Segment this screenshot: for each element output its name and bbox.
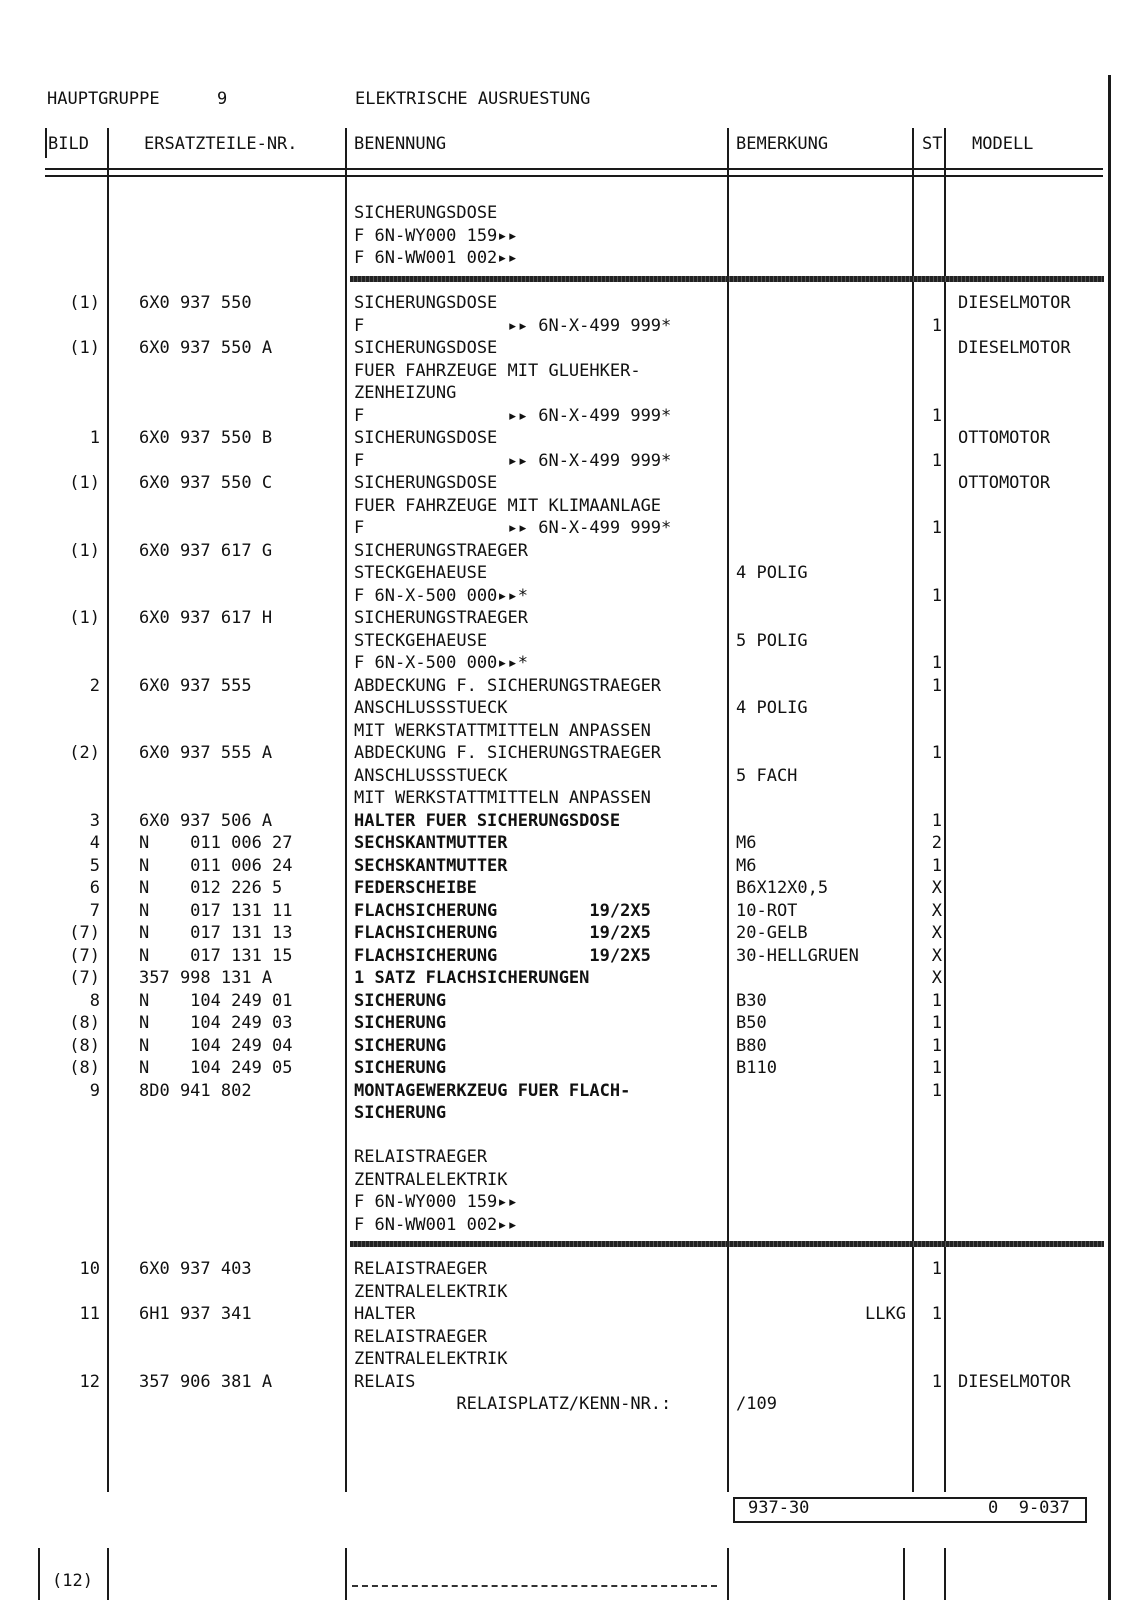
row-qty: 1 xyxy=(931,1058,942,1078)
row-qty: X xyxy=(931,878,942,898)
row-bild: (7) xyxy=(69,968,100,988)
row-part-number: N 104 249 05 xyxy=(139,1058,293,1078)
row-description: ZENTRALELEKTRIK xyxy=(354,1281,508,1302)
row-description: SICHERUNGSDOSE xyxy=(354,428,498,448)
row-description: SICHERUNGSTRAEGER xyxy=(354,608,528,628)
row-description: FLACHSICHERUNG 19/2X5 xyxy=(354,900,651,921)
row-qty: X xyxy=(931,945,942,966)
row-remark: /109 xyxy=(736,1394,777,1414)
row-description: SICHERUNGSTRAEGER xyxy=(354,540,528,561)
row-description: FUER FAHRZEUGE MIT KLIMAANLAGE xyxy=(354,495,662,516)
row-qty: 1 xyxy=(931,1304,942,1324)
row-bild: 4 xyxy=(89,833,100,853)
row-part-number: N 017 131 13 xyxy=(139,923,293,943)
row-description: ANSCHLUSSSTUECK xyxy=(354,765,508,786)
row-description: F ▸▸ 6N-X-499 999* xyxy=(354,450,672,471)
group-title: ELEKTRISCHE AUSRUESTUNG xyxy=(355,89,591,109)
row-qty: 1 xyxy=(931,990,942,1011)
row-model: OTTOMOTOR xyxy=(958,428,1051,448)
row-bild: (8) xyxy=(69,1013,100,1033)
row-part-number: 357 906 381 A xyxy=(139,1371,273,1392)
row-bild: (2) xyxy=(69,743,100,763)
row-qty: 1 xyxy=(931,1259,942,1279)
row-qty: 1 xyxy=(931,1371,942,1392)
row-bild: (1) xyxy=(69,608,100,628)
row-part-number: 6X0 937 555 xyxy=(139,675,252,696)
row-remark: LLKG xyxy=(865,1304,906,1324)
row-qty: 1 xyxy=(931,1080,942,1101)
row-qty: 1 xyxy=(931,810,942,831)
section2-line: ZENTRALELEKTRIK xyxy=(354,1169,508,1190)
row-part-number: N 104 249 01 xyxy=(139,990,293,1011)
row-qty: 1 xyxy=(931,653,942,673)
row-part-number: N 104 249 03 xyxy=(139,1013,293,1033)
row-description: SICHERUNG xyxy=(354,1035,447,1056)
row-qty: X xyxy=(931,923,942,943)
row-description: RELAISTRAEGER xyxy=(354,1259,488,1279)
row-description: ABDECKUNG F. SICHERUNGSTRAEGER xyxy=(354,743,662,763)
row-description: MIT WERKSTATTMITTELN ANPASSEN xyxy=(354,788,651,808)
row-description: FUER FAHRZEUGE MIT GLUEHKER- xyxy=(354,360,641,381)
row-description: STECKGEHAEUSE xyxy=(354,630,488,651)
row-bild: (8) xyxy=(69,1058,100,1078)
row-qty: X xyxy=(931,900,942,921)
section2-line: F 6N-WY000 159▸▸ xyxy=(354,1192,518,1212)
row-description: RELAIS xyxy=(354,1371,416,1392)
row-remark: 4 POLIG xyxy=(736,563,808,583)
row-part-number: 6X0 937 550 C xyxy=(139,473,273,493)
row-description: F ▸▸ 6N-X-499 999* xyxy=(354,315,672,336)
row-bild: (1) xyxy=(69,338,100,358)
section1-line: F 6N-WY000 159▸▸ xyxy=(354,225,518,246)
row-remark: M6 xyxy=(736,833,757,853)
row-model: OTTOMOTOR xyxy=(958,473,1051,493)
row-remark: 4 POLIG xyxy=(736,698,808,718)
row-part-number: 6X0 937 550 A xyxy=(139,338,273,358)
row-description: SICHERUNGSDOSE xyxy=(354,338,498,358)
page-number: 0 9-037 xyxy=(988,1498,1070,1518)
section2-line: RELAISTRAEGER xyxy=(354,1147,488,1167)
row-part-number: 6X0 937 550 B xyxy=(139,428,273,448)
row-qty: 1 xyxy=(931,855,942,876)
row-part-number: 6X0 937 506 A xyxy=(139,810,273,831)
col-model: MODELL xyxy=(972,134,1034,154)
row-remark: 20-GELB xyxy=(736,923,808,943)
row-remark: B6X12X0,5 xyxy=(736,878,829,898)
row-bild: 7 xyxy=(89,900,100,921)
row-bild: 9 xyxy=(89,1080,100,1101)
row-description: F ▸▸ 6N-X-499 999* xyxy=(354,518,672,538)
row-qty: 2 xyxy=(931,833,942,853)
row-bild: 11 xyxy=(79,1304,100,1324)
col-bild: BILD xyxy=(48,134,89,154)
row-bild: (7) xyxy=(69,945,100,966)
row-qty: 1 xyxy=(931,743,942,763)
row-part-number: 6X0 937 617 G xyxy=(139,540,273,561)
row-remark: B110 xyxy=(736,1058,777,1078)
row-qty: 1 xyxy=(931,315,942,336)
row-qty: 1 xyxy=(931,1035,942,1056)
row-description: ANSCHLUSSSTUECK xyxy=(354,698,508,718)
row-description: SICHERUNG xyxy=(354,1013,447,1033)
group-label: HAUPTGRUPPE xyxy=(47,89,160,109)
row-bild: 5 xyxy=(89,855,100,876)
row-qty: 1 xyxy=(931,450,942,471)
row-qty: 1 xyxy=(931,518,942,538)
row-bild: 8 xyxy=(89,990,100,1011)
row-remark: M6 xyxy=(736,855,757,876)
row-part-number: N 017 131 15 xyxy=(139,945,293,966)
row-description: STECKGEHAEUSE xyxy=(354,563,488,583)
row-bild: 3 xyxy=(89,810,100,831)
row-description: FEDERSCHEIBE xyxy=(354,878,477,898)
row-qty: 1 xyxy=(931,585,942,606)
row-description: SICHERUNGSDOSE xyxy=(354,473,498,493)
row-description: ZENHEIZUNG xyxy=(354,383,457,403)
row-model: DIESELMOTOR xyxy=(958,293,1071,313)
row-bild: 2 xyxy=(89,675,100,696)
row-part-number: 8D0 941 802 xyxy=(139,1080,252,1101)
page-ref: 937-30 xyxy=(748,1498,810,1518)
row-bild: 1 xyxy=(89,428,100,448)
row-part-number: 6X0 937 617 H xyxy=(139,608,273,628)
row-description: MIT WERKSTATTMITTELN ANPASSEN xyxy=(354,720,651,741)
row-description: RELAISPLATZ/KENN-NR.: xyxy=(354,1394,672,1414)
row-part-number: 6H1 937 341 xyxy=(139,1304,252,1324)
row-description: F 6N-X-500 000▸▸* xyxy=(354,585,528,606)
row-qty: 1 xyxy=(931,675,942,696)
row-part-number: 6X0 937 403 xyxy=(139,1259,252,1279)
row-part-number: 6X0 937 550 xyxy=(139,293,252,313)
row-model: DIESELMOTOR xyxy=(958,1371,1071,1392)
row-description: SICHERUNGSDOSE xyxy=(354,293,498,313)
col-name: BENENNUNG xyxy=(354,134,447,154)
row-description: RELAISTRAEGER xyxy=(354,1326,488,1347)
row-part-number: N 017 131 11 xyxy=(139,900,293,921)
row-bild: (1) xyxy=(69,293,100,313)
row-bild: (1) xyxy=(69,540,100,561)
row-part-number: N 011 006 24 xyxy=(139,855,293,876)
row-bild: (7) xyxy=(69,923,100,943)
row-remark: B80 xyxy=(736,1035,767,1056)
row-bild: (1) xyxy=(69,473,100,493)
row-bild: (8) xyxy=(69,1035,100,1056)
row-bild: 10 xyxy=(79,1259,100,1279)
row-description: SECHSKANTMUTTER xyxy=(354,855,508,876)
section1-line: SICHERUNGSDOSE xyxy=(354,203,498,223)
col-qty: ST xyxy=(922,134,943,154)
row-description: ZENTRALELEKTRIK xyxy=(354,1349,508,1369)
row-part-number: N 104 249 04 xyxy=(139,1035,293,1056)
row-qty: 1 xyxy=(931,405,942,426)
continuation-bild: (12) xyxy=(52,1571,93,1591)
row-bild: 12 xyxy=(79,1371,100,1392)
row-description: SICHERUNG xyxy=(354,1103,447,1123)
row-description: FLACHSICHERUNG 19/2X5 xyxy=(354,945,651,966)
row-part-number: 357 998 131 A xyxy=(139,968,273,988)
row-description: FLACHSICHERUNG 19/2X5 xyxy=(354,923,651,943)
row-description: 1 SATZ FLACHSICHERUNGEN xyxy=(354,968,590,988)
row-bild: 6 xyxy=(89,878,100,898)
row-remark: 10-ROT xyxy=(736,900,798,921)
row-description: SICHERUNG xyxy=(354,1058,447,1078)
row-remark: 5 POLIG xyxy=(736,630,808,651)
section2-line: F 6N-WW001 002▸▸ xyxy=(354,1214,518,1235)
section1-line: F 6N-WW001 002▸▸ xyxy=(354,248,518,268)
row-remark: B30 xyxy=(736,990,767,1011)
row-description: MONTAGEWERKZEUG FUER FLACH- xyxy=(354,1080,631,1101)
row-description: ABDECKUNG F. SICHERUNGSTRAEGER xyxy=(354,675,662,696)
row-qty: 1 xyxy=(931,1013,942,1033)
row-remark: 30-HELLGRUEN xyxy=(736,945,859,966)
row-remark: B50 xyxy=(736,1013,767,1033)
col-remark: BEMERKUNG xyxy=(736,134,829,154)
row-remark: 5 FACH xyxy=(736,765,798,786)
row-description: SICHERUNG xyxy=(354,990,447,1011)
row-description: F 6N-X-500 000▸▸* xyxy=(354,653,528,673)
row-description: SECHSKANTMUTTER xyxy=(354,833,508,853)
row-part-number: N 011 006 27 xyxy=(139,833,293,853)
row-description: HALTER FUER SICHERUNGSDOSE xyxy=(354,810,621,831)
row-qty: X xyxy=(931,968,942,988)
row-part-number: 6X0 937 555 A xyxy=(139,743,273,763)
row-description: HALTER xyxy=(354,1304,416,1324)
group-number: 9 xyxy=(217,89,228,109)
row-model: DIESELMOTOR xyxy=(958,338,1071,358)
row-part-number: N 012 226 5 xyxy=(139,878,283,898)
row-description: F ▸▸ 6N-X-499 999* xyxy=(354,405,672,426)
col-part-no: ERSATZTEILE-NR. xyxy=(144,134,298,154)
